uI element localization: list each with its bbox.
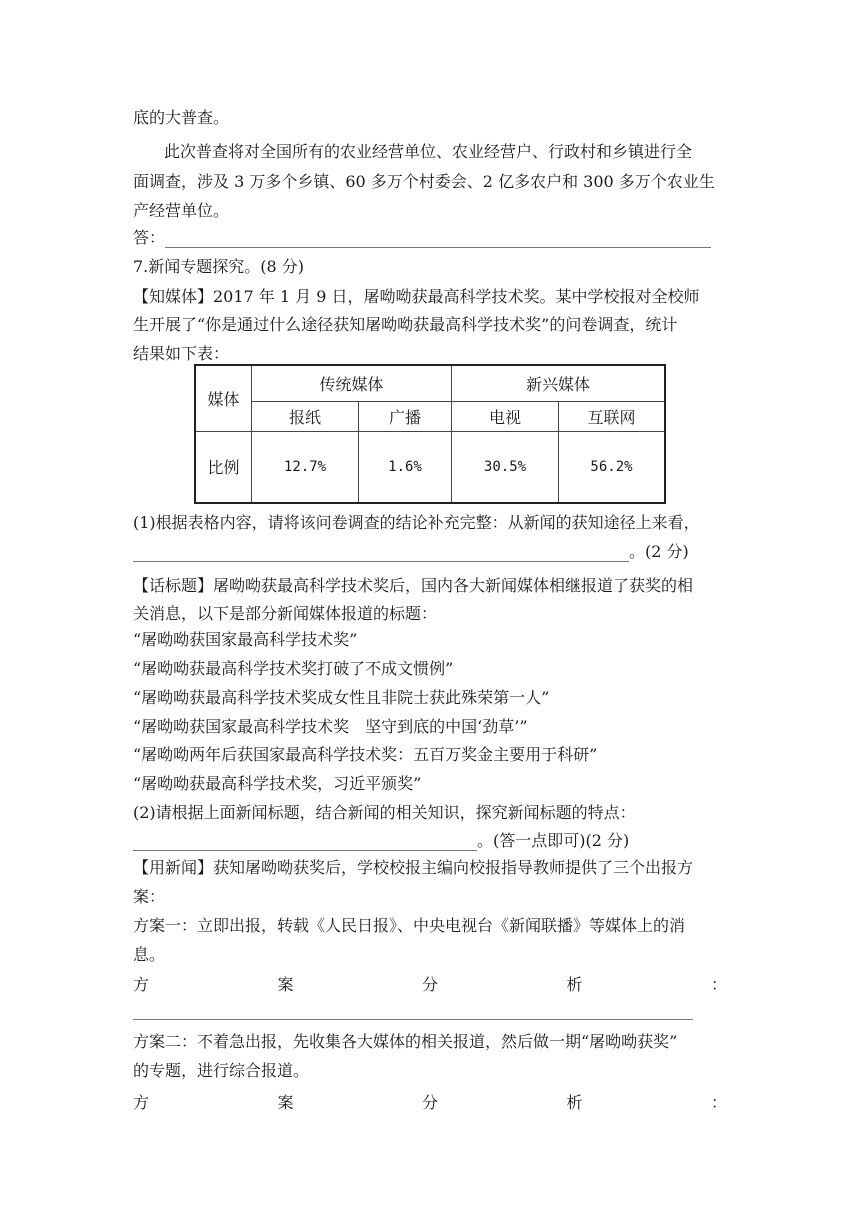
table-row-label: 比例	[195, 431, 252, 503]
table-group-traditional: 传统媒体	[252, 365, 452, 401]
analysis-char: 案	[277, 975, 294, 994]
analysis-char: ：	[710, 1093, 727, 1112]
table-header-media: 媒体	[195, 365, 252, 431]
analysis-char: 案	[277, 1093, 294, 1112]
headline-item: “屠呦呦获最高科学技术奖打破了不成文惯例”	[133, 659, 454, 678]
plan-2-line: 方案二：不着急出报，先收集各大媒体的相关报道，然后做一期“屠呦呦获奖”	[133, 1032, 678, 1051]
question-1-blank[interactable]	[133, 546, 629, 562]
paragraph-line: 结果如下表：	[133, 344, 230, 363]
answer-label: 答：	[133, 228, 166, 247]
survey-table	[194, 364, 666, 504]
plan-1-analysis-label	[133, 975, 727, 995]
paragraph-line: 产经营单位。	[133, 201, 230, 220]
analysis-char: 分	[421, 975, 438, 994]
table-col-header: 广播	[359, 401, 452, 431]
headline-item: “屠呦呦获最高科学技术奖成女性且非院士获此殊荣第一人”	[133, 688, 550, 707]
analysis-char: 分	[421, 1093, 438, 1112]
headline-item: “屠呦呦获国家最高科学技术奖 坚守到底的中国‘劲草’”	[133, 717, 528, 736]
table-col-header: 报纸	[252, 401, 359, 431]
question-2-blank[interactable]	[133, 835, 477, 851]
answer-blank[interactable]	[165, 232, 711, 248]
table-col-header: 电视	[452, 401, 559, 431]
table-cell: 12.7%	[252, 431, 359, 503]
question-2-tail: 。(答一点即可)(2 分)	[477, 831, 630, 850]
table-col-header: 互联网	[559, 401, 666, 431]
table-cell: 30.5%	[452, 431, 559, 503]
paragraph-line: 底的大普查。	[133, 108, 230, 127]
analysis-char: 方	[133, 975, 150, 994]
analysis-char: 析	[566, 1093, 583, 1112]
paragraph-line: 面调查，涉及 3 万多个乡镇、60 多万个村委会、2 亿多农户和 300 多万个农业生	[133, 172, 715, 191]
plan-2-line: 的专题，进行综合报道。	[133, 1061, 310, 1080]
paragraph-line: 【知媒体】2017 年 1 月 9 日，屠呦呦获最高科学技术奖。某中学校报对全校师	[133, 287, 700, 306]
analysis-char: 方	[133, 1093, 150, 1112]
headline-item: “屠呦呦两年后获国家最高科学技术奖：五百万奖金主要用于科研”	[133, 745, 598, 764]
plan-2-analysis-label	[133, 1093, 727, 1113]
paragraph-line: 关消息，以下是部分新闻媒体报道的标题：	[133, 604, 438, 623]
analysis-char: 析	[566, 975, 583, 994]
paragraph-line: 此次普查将对全国所有的农业经营单位、农业经营户、行政村和乡镇进行全	[164, 142, 693, 161]
question-7-title: 7.新闻专题探究。(8 分)	[133, 257, 305, 276]
question-1-answer-line	[133, 542, 727, 562]
question-1-tail: 。(2 分)	[629, 542, 689, 561]
paragraph-line: 案：	[133, 887, 166, 906]
question-1: (1)根据表格内容，请将该问卷调查的结论补充完整：从新闻的获知途径上来看，	[133, 513, 700, 532]
plan-1-line: 息。	[133, 945, 166, 964]
paragraph-line: 生开展了“你是通过什么途径获知屠呦呦获最高科学技术奖”的问卷调查，统计	[133, 315, 678, 334]
table-group-new: 新兴媒体	[452, 365, 666, 401]
answer-line	[133, 228, 727, 248]
headline-item: “屠呦呦获国家最高科学技术奖”	[133, 630, 358, 649]
analysis-char: ：	[710, 975, 727, 994]
plan-1-analysis-blank[interactable]	[133, 1019, 693, 1020]
plan-1-line: 方案一：立即出报，转载《人民日报》、中央电视台《新闻联播》等媒体上的消	[133, 916, 686, 935]
paragraph-line: 【话标题】屠呦呦获最高科学技术奖后，国内各大新闻媒体相继报道了获奖的相	[133, 576, 694, 595]
table-cell: 56.2%	[559, 431, 666, 503]
question-2-answer-line	[133, 831, 727, 851]
paragraph-line: 【用新闻】获知屠呦呦获奖后，学校校报主编向校报指导教师提供了三个出报方	[133, 858, 694, 877]
headline-item: “屠呦呦获最高科学技术奖，习近平颁奖”	[133, 774, 422, 793]
table-cell: 1.6%	[359, 431, 452, 503]
question-2: (2)请根据上面新闻标题，结合新闻的相关知识，探究新闻标题的特点：	[133, 803, 636, 822]
